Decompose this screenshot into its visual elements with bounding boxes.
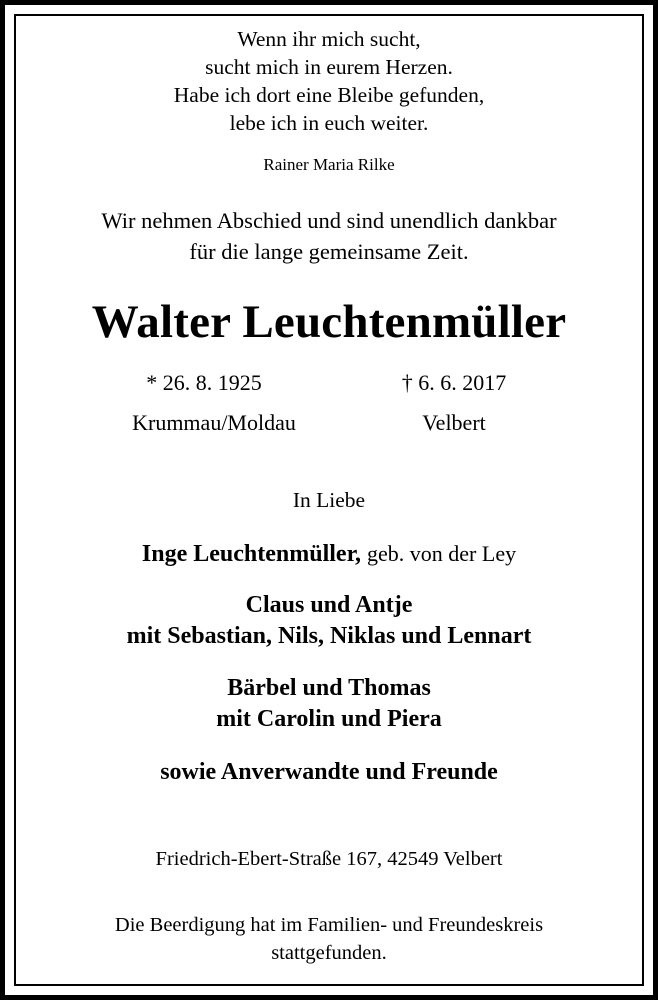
family1-line-2: mit Sebastian, Nils, Niklas und Lennart	[126, 623, 532, 649]
widow-maiden-name: geb. von der Ley	[367, 541, 517, 566]
relatives-line: sowie Anverwandte und Freunde	[160, 759, 498, 785]
widow-line	[0, 541, 658, 568]
poem-line-3: Habe ich dort eine Bleibe gefunden,	[173, 83, 485, 107]
intro-line-1: Wir nehmen Abschied und sind unendlich dankbar	[101, 208, 557, 233]
family2-line-2: mit Carolin und Piera	[216, 706, 442, 732]
footer-line-1: Die Beerdigung hat im Familien- und Freundeskreis	[114, 914, 544, 936]
footer-line-2: stattgefunden.	[271, 942, 387, 964]
widow-name: Inge Leuchtenmüller,	[141, 541, 362, 567]
deceased-name: Walter Leuchtenmüller	[91, 296, 567, 348]
poem-author: Rainer Maria Rilke	[263, 155, 395, 174]
birth-date: * 26. 8. 1925	[146, 370, 262, 395]
family1-line-1: Claus und Antje	[245, 592, 413, 618]
intro-line-2: für die lange gemeinsame Zeit.	[189, 239, 469, 264]
in-love: In Liebe	[292, 488, 366, 512]
poem-line-2: sucht mich in eurem Herzen.	[205, 55, 453, 79]
death-date: † 6. 6. 2017	[401, 370, 507, 395]
address: Friedrich-Ebert-Straße 167, 42549 Velbert	[155, 848, 503, 870]
poem-line-1: Wenn ihr mich sucht,	[237, 27, 421, 51]
death-place: Velbert	[422, 410, 486, 435]
family2-line-1: Bärbel und Thomas	[227, 675, 431, 701]
poem-line-4: lebe ich in euch weiter.	[229, 111, 429, 135]
birth-place: Krummau/Moldau	[132, 410, 296, 435]
